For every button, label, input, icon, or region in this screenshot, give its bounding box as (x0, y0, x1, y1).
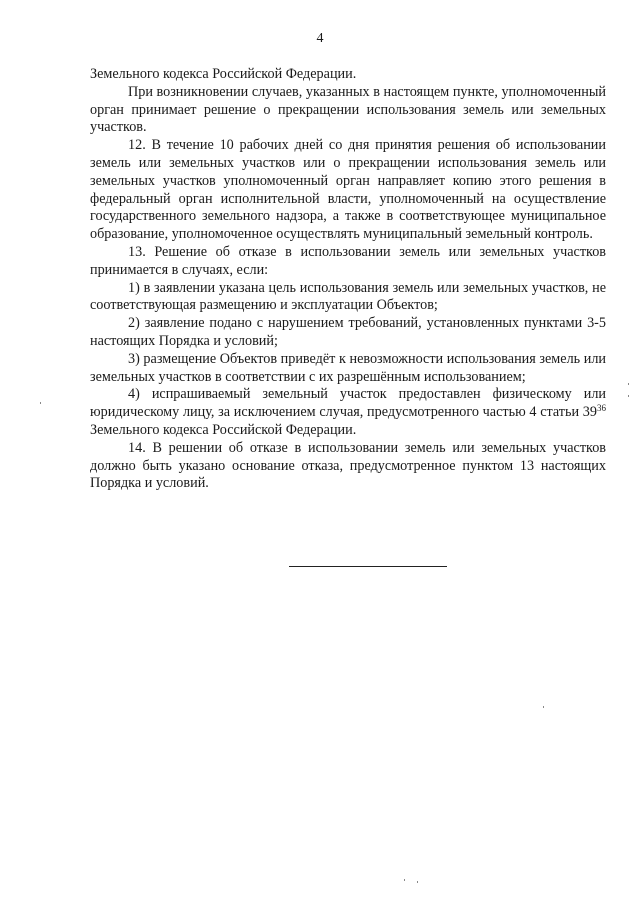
scan-speck (543, 706, 544, 708)
list-item-2: 2) заявление подано с нарушением требований, установленных пунктами 3-5 настоящих Порядка и условий; (90, 315, 606, 349)
scan-speck (40, 402, 41, 404)
paragraph-item-12: 12. В течение 10 рабочих дней со дня принятия решения об использовании земель или земельных участков или о прекращении использования земель или земельных участков уполномоченный орган направляет копию этого решения в федеральный орган исполнительной власти, уполномоченный на осуществление государственного земельного надзора, а также в соответствующее муниципальное образование, уполномоченное осуществлять муниципальный земельный контроль. (90, 137, 606, 243)
scan-speck (404, 879, 405, 881)
list-item-4-text-end: Земельного кодекса Российской Федерации. (90, 421, 357, 438)
paragraph-continuation: Земельного кодекса Российской Федерации. (90, 66, 357, 82)
list-item-1: 1) в заявлении указана цель использования земель или земельных участков, не соответствующая размещению и эксплуатации Объектов; (90, 279, 606, 314)
article-superscript: 36 (597, 403, 606, 414)
list-item-4 (90, 386, 606, 439)
end-divider-line (289, 566, 447, 567)
paragraph: При возникновении случаев, указанных в настоящем пункте, уполномоченный орган принимает решение о прекращении использования земель или земельных участков. (90, 83, 606, 136)
paragraph-item-14: 14. В решении об отказе в использовании земель или земельных участков должно быть указано основание отказа, предусмотренное пунктом 13 настоящих Порядка и условий. (90, 439, 606, 492)
paragraph-item-13: 13. Решение об отказе в использовании земель или земельных участков принимается в случаях, если: (90, 243, 606, 278)
page-number: 4 (316, 31, 324, 46)
list-item-4-text: 4) испрашиваемый земельный участок предоставлен физическому или юридическому лицу, за исключением случая, предусмотренного частью 4 статьи 39 (90, 386, 606, 421)
document-body (90, 66, 606, 493)
scan-speck (628, 383, 629, 385)
scan-speck (628, 395, 629, 397)
list-item-3: 3) размещение Объектов приведёт к невозможности использования земель или земельных участков в соответствии с их разрешённым использованием; (90, 350, 606, 385)
scan-speck (417, 881, 418, 883)
